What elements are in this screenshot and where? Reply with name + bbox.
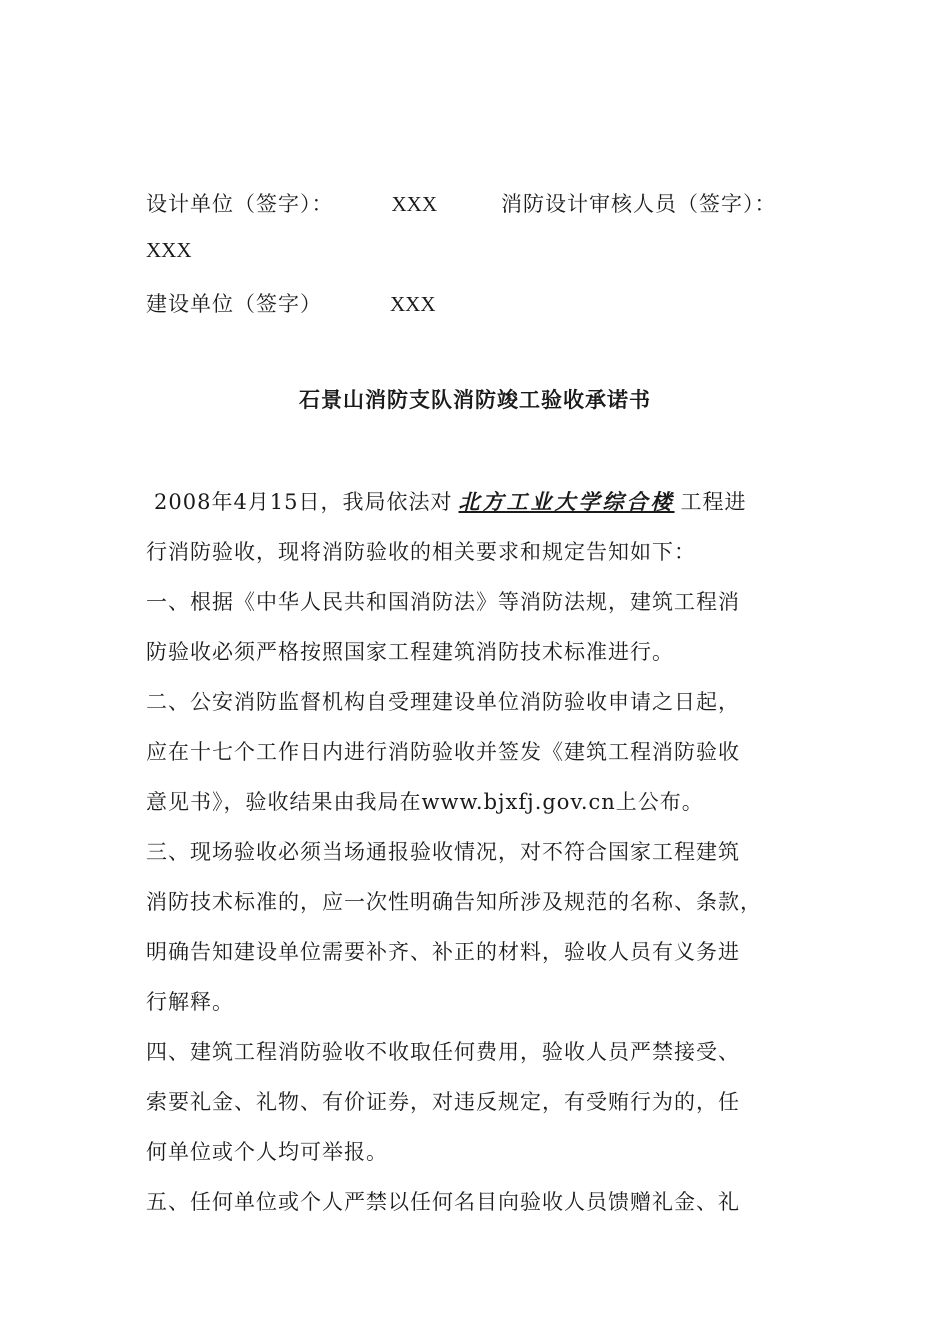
- item-4-line-1: 四、建筑工程消防验收不收取任何费用，验收人员严禁接受、: [146, 1040, 740, 1064]
- intro-after-project: 工程进: [680, 490, 747, 514]
- design-unit-label: 设计单位（签字）：: [146, 192, 334, 216]
- design-unit-value: XXX: [391, 192, 437, 216]
- item-3-line-1: 三、现场验收必须当场通报验收情况，对不符合国家工程建筑: [146, 840, 740, 864]
- item-4-line-2: 索要礼金、礼物、有价证券，对违反规定，有受贿行为的，任: [146, 1090, 740, 1114]
- intro-line-2: 行消防验收，现将消防验收的相关要求和规定告知如下：: [146, 540, 696, 564]
- item-3-line-4: 行解释。: [146, 990, 234, 1014]
- construction-signature-line: [146, 288, 436, 318]
- item-2-line-2: 应在十七个工作日内进行消防验收并签发《建筑工程消防验收: [146, 740, 740, 764]
- reviewer-value: XXX: [146, 238, 192, 262]
- construction-unit-value: XXX: [390, 292, 436, 316]
- item-1-line-1: 一、根据《中华人民共和国消防法》等消防法规，建筑工程消: [146, 590, 740, 614]
- item-2-line-3: 意见书》，验收结果由我局在www.bjxfj.gov.cn上公布。: [146, 790, 704, 814]
- item-1-line-2: 防验收必须严格按照国家工程建筑消防技术标准进行。: [146, 640, 674, 664]
- item-4-line-3: 何单位或个人均可举报。: [146, 1140, 388, 1164]
- item-3-line-2: 消防技术标准的，应一次性明确告知所涉及规范的名称、条款，: [146, 890, 762, 914]
- intro-date-text: 2008年4月15日，我局依法对: [154, 490, 453, 514]
- intro-line-1: [154, 486, 747, 516]
- reviewer-label: 消防设计审核人员（签字）：: [501, 192, 777, 216]
- document-title: 石景山消防支队消防竣工验收承诺书: [299, 388, 651, 412]
- item-3-line-3: 明确告知建设单位需要补齐、补正的材料，验收人员有义务进: [146, 940, 740, 964]
- item-2-line-1: 二、公安消防监督机构自受理建设单位消防验收申请之日起，: [146, 690, 740, 714]
- construction-unit-label: 建设单位（签字）: [146, 292, 322, 316]
- item-5-line-1: 五、任何单位或个人严禁以任何名目向验收人员馈赠礼金、礼: [146, 1190, 740, 1214]
- design-signature-line: [146, 188, 777, 218]
- project-name: 北方工业大学综合楼: [458, 490, 675, 514]
